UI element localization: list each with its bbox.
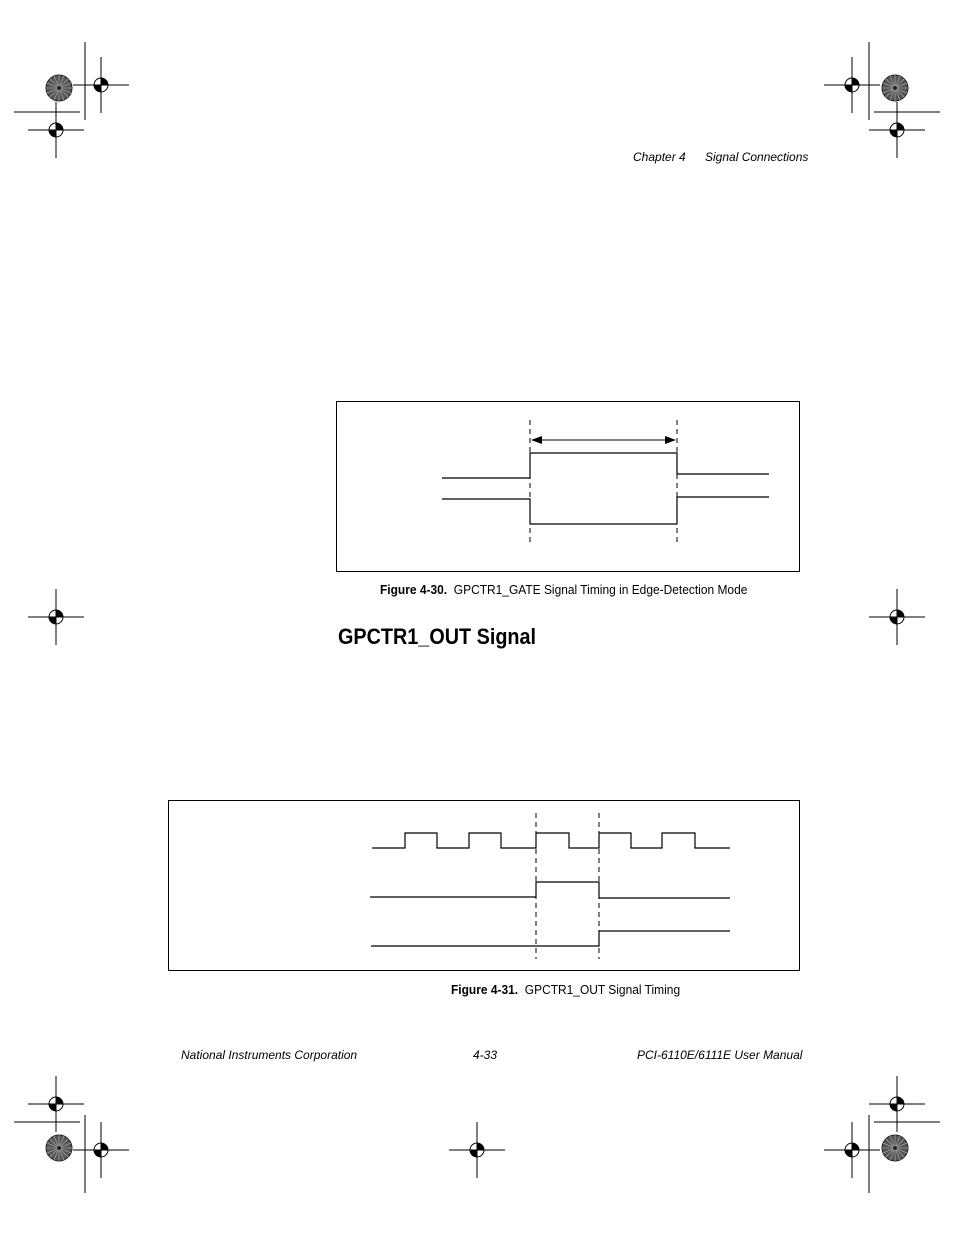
gate-waveform-active-high (442, 453, 769, 478)
figure-caption-text: GPCTR1_GATE Signal Timing in Edge-Detection Mode (453, 582, 748, 597)
figure-4-31-frame (168, 800, 800, 971)
registration-mark-icon (449, 1122, 505, 1178)
registration-mark-icon (824, 57, 880, 113)
out-timing-diagram (169, 801, 799, 970)
figure-caption-text: GPCTR1_OUT Signal Timing (524, 982, 681, 997)
figure-4-31-caption (451, 982, 680, 997)
registration-mark-icon (869, 102, 925, 158)
arrow-head-right (665, 436, 676, 444)
registration-mark-icon (869, 589, 925, 645)
out-pulse-waveform (370, 882, 730, 898)
figure-label: Figure 4-31. (451, 982, 519, 997)
registration-mark-icon (73, 1122, 129, 1178)
running-header-section: Signal Connections (705, 150, 809, 164)
gate-waveform-active-low (442, 497, 769, 524)
registration-mark-icon (28, 102, 84, 158)
color-calibration-wheel-icon (882, 75, 908, 101)
out-toggle-waveform (371, 931, 730, 946)
gate-timing-diagram (337, 402, 799, 571)
footer-publisher: National Instruments Corporation (181, 1048, 358, 1062)
registration-mark-icon (869, 1076, 925, 1132)
crop-lines (14, 42, 940, 1193)
figure-4-30-caption (380, 582, 747, 597)
color-calibration-wheel-icon (46, 1135, 72, 1161)
registration-mark-icon (824, 1122, 880, 1178)
color-calibration-wheel-icon (882, 1135, 908, 1161)
source-clock-waveform (372, 833, 730, 848)
figure-label: Figure 4-30. (380, 582, 448, 597)
arrow-head-left (531, 436, 542, 444)
running-header-chapter: Chapter 4 (633, 150, 686, 164)
section-heading: GPCTR1_OUT Signal (338, 624, 537, 649)
color-calibration-wheel-icon (46, 75, 72, 101)
registration-mark-icon (28, 589, 84, 645)
registration-mark-icon (28, 1076, 84, 1132)
registration-mark-icon (73, 57, 129, 113)
figure-4-30-frame (336, 401, 800, 572)
footer-page-number: 4-33 (473, 1048, 498, 1062)
footer-manual-title: PCI-6110E/6111E User Manual (637, 1048, 803, 1062)
